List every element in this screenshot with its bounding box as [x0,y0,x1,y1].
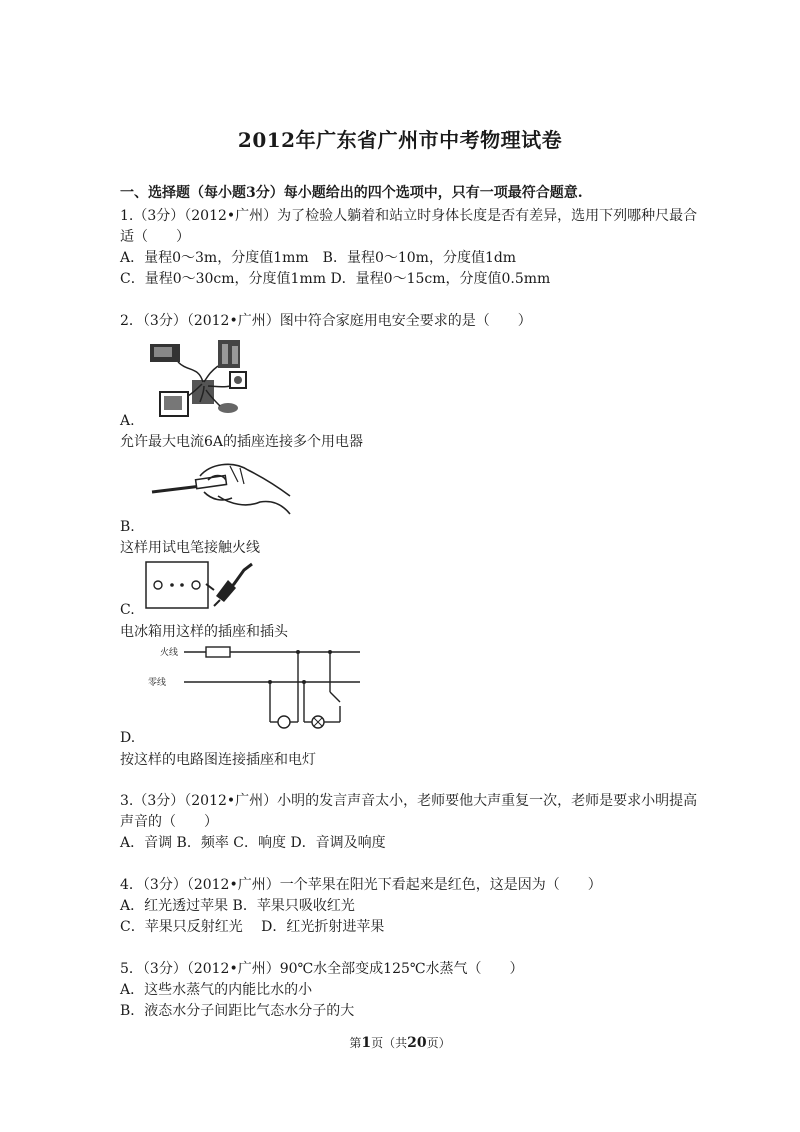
q2-option-a-text: 允许最大电流6A的插座连接多个用电器 [120,434,364,450]
q2-option-d-label: D. [120,730,136,746]
total-pages: 20 [407,1035,427,1051]
test-pen-hand-illustration [148,456,294,518]
q4-options-cd: C．苹果只反射红光 D．红光折射进苹果 [120,919,385,935]
circuit-diagram [140,640,366,734]
q2-option-c-label: C. [120,602,135,618]
overloaded-socket-illustration [148,336,256,420]
page-title: 2012年广东省广州市中考物理试卷 [237,128,563,152]
q5-stem: 5．（3分）（2012•广州）90℃水全部变成125℃水蒸气（ ） [120,961,524,977]
q1-options-cd: C．量程0～30cm，分度值1mm D．量程0～15cm，分度值0.5mm [120,271,551,287]
footer-prefix: 第 [349,1036,362,1050]
q2-option-b-text: 这样用试电笔接触火线 [120,540,260,556]
footer-middle: 页（共 [371,1036,408,1050]
section-heading: 一、选择题（每小题3分）每小题给出的四个选项中，只有一项最符合题意. [120,185,583,201]
footer-suffix: 页） [426,1036,451,1050]
q4-options-ab: A．红光透过苹果 B．苹果只吸收红光 [120,898,355,914]
q4-stem: 4．（3分）（2012•广州）一个苹果在阳光下看起来是红色，这是因为（ ） [120,877,602,893]
q2-option-b-label: B. [120,519,135,535]
q1-stem-line1: 1.（3分）（2012•广州）为了检验人躺着和站立时身体长度是否有差异，选用下列哪种尺最合 [120,208,698,224]
q2-option-c-text: 电冰箱用这样的插座和插头 [120,624,288,640]
socket-and-plug-illustration [144,560,256,610]
page-footer [0,1034,800,1051]
q3-stem-line1: 3.（3分）（2012•广州）小明的发言声音太小，老师要他大声重复一次，老师是要求小明提高 [120,793,698,809]
q2-option-d-text: 按这样的电路图连接插座和电灯 [120,752,316,768]
neutral-wire-label: 零线 [148,677,167,687]
q3-options: A．音调 B．频率 C．响度 D．音调及响度 [120,835,386,851]
current-page-number: 1 [361,1035,372,1051]
live-wire-label: 火线 [160,647,179,657]
q2-option-a-label: A. [120,413,135,429]
q1-options-ab: A．量程0～3m，分度值1mm B．量程0～10m，分度值1dm [120,250,517,266]
fuse-symbol [206,647,230,657]
q5-option-a: A．这些水蒸气的内能比水的小 [120,982,313,998]
socket-symbol [278,716,290,728]
q3-stem-line2: 声音的（ ） [120,814,218,830]
q5-option-b: B．液态水分子间距比气态水分子的大 [120,1003,355,1019]
q2-stem: 2．（3分）（2012•广州）图中符合家庭用电安全要求的是（ ） [120,313,532,329]
q1-stem-line2: 适（ ） [120,229,190,245]
